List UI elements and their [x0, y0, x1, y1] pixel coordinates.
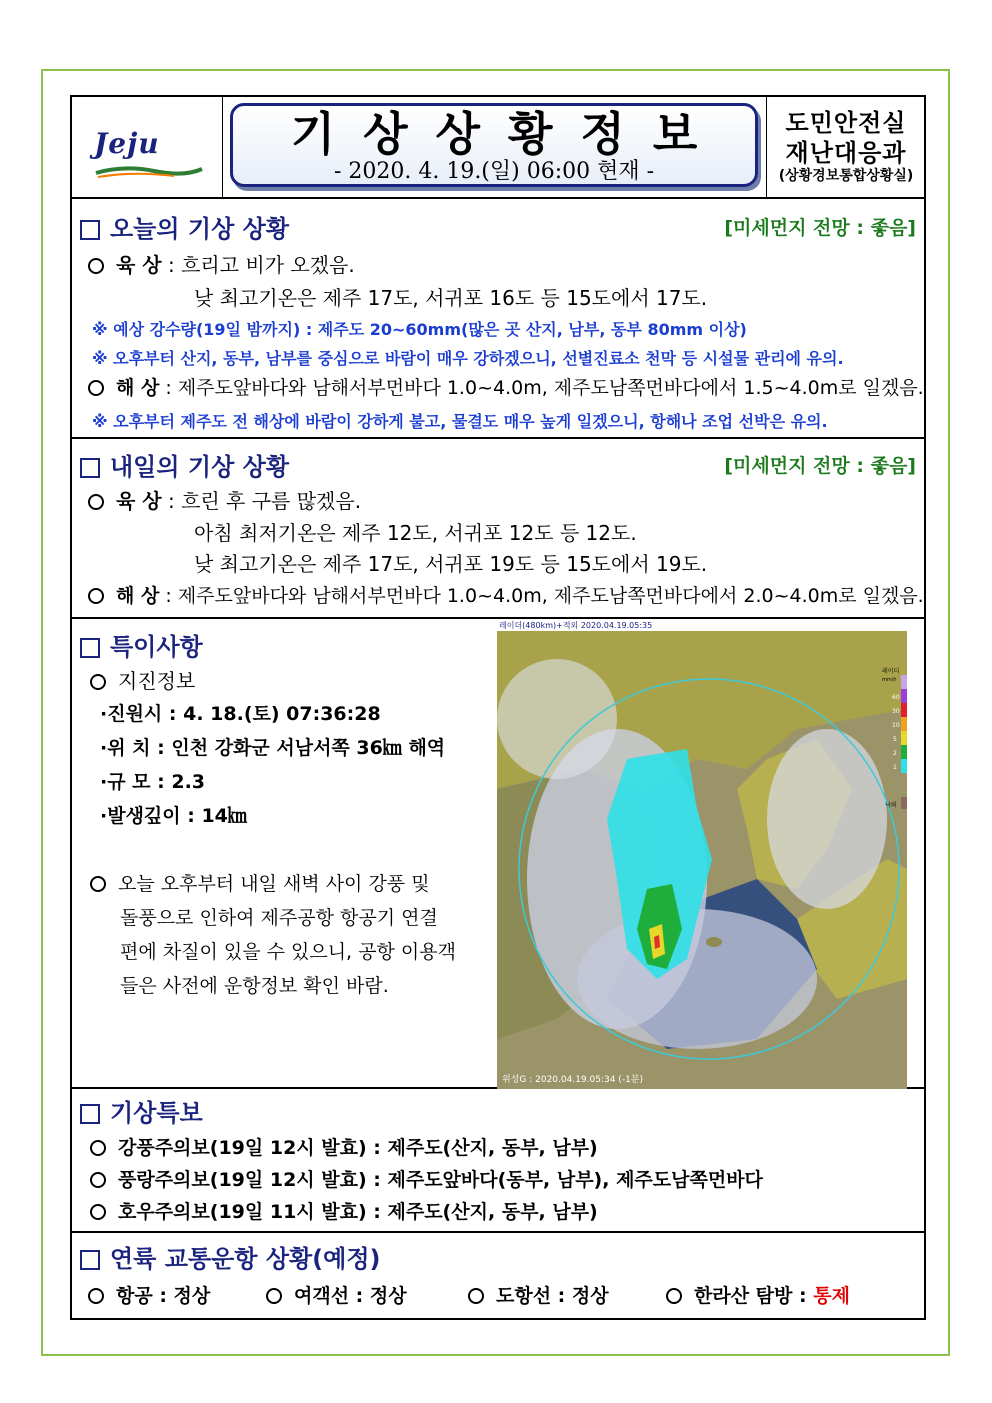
checkbox-icon — [80, 458, 100, 478]
circle-bullet-icon — [88, 588, 104, 604]
legend-value: 10 — [892, 722, 900, 729]
radar-footer: 위성G : 2020.04.19.05:34 (-1분) — [502, 1075, 643, 1085]
radar-header: 레이더(480km)+적외 2020.04.19.05:35 — [499, 621, 653, 630]
circle-bullet-icon — [90, 674, 106, 690]
traffic-ferry: 여객선 : 정상 — [266, 1281, 407, 1308]
legend-lightning: 낙뢰 — [885, 802, 897, 809]
traffic-section — [72, 1233, 924, 1318]
warnings-title: 기상특보 — [80, 1093, 203, 1128]
legend-value: 60 — [892, 694, 900, 701]
traffic-title: 연륙 교통운항 상황(예정) — [80, 1239, 381, 1274]
tomorrow-dust: [미세먼지 전망 : 좋음] — [724, 455, 916, 477]
notice-line-4: 들은 사전에 운항정보 확인 바람. — [120, 975, 389, 997]
circle-bullet-icon — [90, 1204, 106, 1220]
today-land-temp: 낮 최고기온은 제주 17도, 서귀포 16도 등 15도에서 17도. — [194, 286, 708, 310]
quake-time: ·진원시 : 4. 18.(토) 07:36:28 — [100, 703, 381, 725]
circle-bullet-icon — [88, 258, 104, 274]
warning-item: 호우주의보(19일 11시 발효) : 제주도(산지, 동부, 남부) — [90, 1197, 598, 1224]
today-note-wind: ※ 오후부터 산지, 동부, 남부를 중심으로 바람이 매우 강하겠으니, 선별진료소 천막 등 시설물 관리에 유의. — [92, 349, 844, 368]
division-name: 재난대응과 — [785, 139, 907, 167]
legend-unit: mm/h — [882, 677, 897, 683]
office-name: (상황경보통합상황실) — [778, 168, 914, 184]
notice-line-2: 돌풍으로 인하여 제주공항 항공기 연결 — [120, 907, 438, 929]
quake-location: ·위 치 : 인천 강화군 서남서쪽 36㎞ 해역 — [100, 737, 446, 759]
checkbox-icon — [80, 1250, 100, 1270]
title-box — [230, 103, 758, 187]
legend-value: 2 — [893, 750, 897, 757]
tomorrow-land: 육 상 : 흐린 후 구름 많겠음. — [88, 485, 361, 514]
warning-item: 풍랑주의보(19일 12시 발효) : 제주도앞바다(동부, 남부), 제주도남쪽먼바다 — [90, 1165, 763, 1192]
logo-swoosh-icon — [94, 165, 204, 179]
circle-bullet-icon — [266, 1288, 282, 1304]
header — [72, 97, 924, 199]
legend-title: 레이더 — [882, 668, 900, 675]
today-note-rain: ※ 예상 강수량(19일 밤까지) : 제주도 20~60mm(많은 곳 산지, 남부, 동부 80mm 이상) — [92, 320, 747, 339]
circle-bullet-icon — [666, 1288, 682, 1304]
checkbox-icon — [80, 638, 100, 658]
tomorrow-section — [72, 439, 924, 619]
warning-item: 강풍주의보(19일 12시 발효) : 제주도(산지, 동부, 남부) — [90, 1133, 598, 1160]
department — [766, 97, 925, 197]
checkbox-icon — [80, 220, 100, 240]
traffic-island-ferry: 도항선 : 정상 — [468, 1281, 609, 1308]
quake-title: 지진정보 — [90, 665, 195, 694]
circle-bullet-icon — [90, 876, 106, 892]
quake-scale: ·규 모 : 2.3 — [100, 771, 206, 793]
today-land: 육 상 : 흐리고 비가 오겠음. — [88, 249, 355, 278]
legend-value: 5 — [893, 736, 897, 743]
circle-bullet-icon — [90, 1140, 106, 1156]
radar-satellite-image — [497, 619, 907, 1089]
notice-line-3: 편에 차질이 있을 수 있으니, 공항 이용객 — [120, 941, 456, 963]
circle-bullet-icon — [90, 1172, 106, 1188]
today-sea: 해 상 : 제주도앞바다와 남해서부먼바다 1.0~4.0m, 제주도남쪽먼바다에서 1.5~4.0m로 일겠음. — [88, 373, 924, 400]
page-title: 기상상황정보 — [290, 107, 726, 161]
quake-depth: ·발생깊이 : 14㎞ — [100, 805, 247, 827]
today-dust: [미세먼지 전망 : 좋음] — [724, 217, 916, 239]
notice-line-1: 오늘 오후부터 내일 새벽 사이 강풍 및 — [90, 869, 430, 896]
document — [70, 95, 926, 1320]
hallasan-status: 통제 — [813, 1285, 850, 1307]
today-note-sea: ※ 오후부터 제주도 전 해상에 바람이 강하게 불고, 물결도 매우 높게 일겠으니, 항해나 조업 선박은 유의. — [92, 412, 828, 431]
circle-bullet-icon — [468, 1288, 484, 1304]
department-name: 도민안전실 — [785, 109, 907, 137]
circle-bullet-icon — [88, 1288, 104, 1304]
legend-value: 1 — [893, 764, 897, 771]
page-date: - 2020. 4. 19.(일) 06:00 현재 - — [333, 159, 655, 184]
legend-value: 30 — [892, 708, 900, 715]
logo-text: Jeju — [94, 127, 160, 160]
tomorrow-title: 내일의 기상 상황 — [80, 447, 289, 482]
traffic-hallasan: 한라산 탐방 : 통제 — [666, 1281, 850, 1308]
tomorrow-sea: 해 상 : 제주도앞바다와 남해서부먼바다 1.0~4.0m, 제주도남쪽먼바다에서 2.0~4.0m로 일겠음. — [88, 581, 924, 608]
special-title: 특이사항 — [80, 627, 203, 662]
logo — [72, 97, 223, 197]
circle-bullet-icon — [88, 380, 104, 396]
circle-bullet-icon — [88, 494, 104, 510]
today-title: 오늘의 기상 상황 — [80, 209, 289, 244]
tomorrow-land-max: 낮 최고기온은 제주 17도, 서귀포 19도 등 15도에서 19도. — [194, 552, 708, 576]
checkbox-icon — [80, 1104, 100, 1124]
special-section — [72, 619, 924, 1089]
tomorrow-land-min: 아침 최저기온은 제주 12도, 서귀포 12도 등 12도. — [194, 521, 637, 545]
warnings-section — [72, 1089, 924, 1233]
traffic-air: 항공 : 정상 — [88, 1281, 210, 1308]
today-section — [72, 197, 924, 439]
